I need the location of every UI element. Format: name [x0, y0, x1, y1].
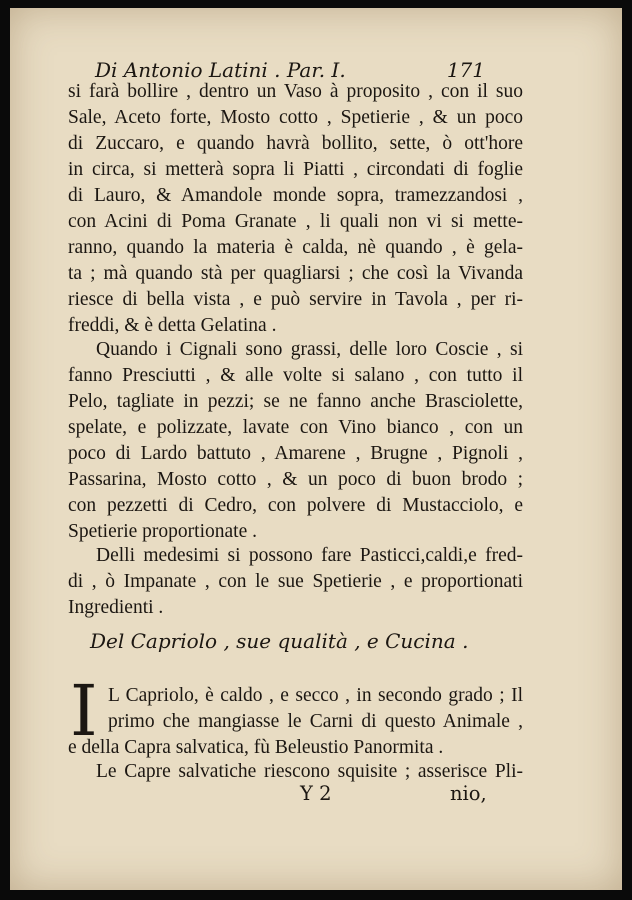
- book-page: [10, 8, 622, 890]
- text-line: Ingredienti .: [68, 597, 164, 618]
- text-line: riesce di bella vista , e può servire in Tavola , per ri-: [68, 289, 523, 310]
- text-line: con pezzetti di Cedro, con polvere di Mustacciolo, e: [68, 495, 523, 516]
- text-line: freddi, & è detta Gelatina .: [68, 315, 277, 336]
- text-line: di Lauro, & Amandole monde sopra, tramezzandosi ,: [68, 185, 523, 206]
- text-line: Spetierie proportionate .: [68, 521, 257, 542]
- running-header: [95, 58, 485, 82]
- section-heading: Del Capriolo , sue qualità , e Cucina .: [90, 629, 469, 653]
- text-line: con Acini di Poma Granate , li quali non vi si mette-: [68, 211, 523, 232]
- text-line: di Zuccaro, e quando havrà bollito, sette, ò ott'hore: [68, 133, 523, 154]
- text-line: Pelo, tagliate in pezzi; se ne fanno anche Brasciolette,: [68, 391, 523, 412]
- text-line: L Capriolo, è caldo , e secco , in secondo grado ; Il: [108, 685, 523, 706]
- running-title: Di Antonio Latini . Par. I.: [95, 58, 346, 82]
- text-line: Sale, Aceto forte, Mosto cotto , Spetierie , & un poco: [68, 107, 523, 128]
- text-line: si farà bollire , dentro un Vaso à proposito , con il suo: [68, 81, 523, 102]
- text-line: primo che mangiasse le Carni di questo Animale ,: [108, 711, 523, 732]
- text-line: in circa, si metterà sopra li Piatti , circondati di foglie: [68, 159, 523, 180]
- text-line: Quando i Cignali sono grassi, delle loro Coscie , si: [96, 339, 523, 360]
- text-line: di , ò Impanate , con le sue Spetierie , e proportionati: [68, 571, 523, 592]
- text-line: Le Capre salvatiche riescono squisite ; asserisce Pli-: [96, 761, 523, 782]
- text-line: fanno Presciutti , & alle volte si salano , con tutto il: [68, 365, 523, 386]
- text-line: spelate, e polizzate, lavate con Vino bianco , con un: [68, 417, 523, 438]
- page-number: 171: [446, 58, 485, 82]
- text-line: e della Capra salvatica, fù Beleustio Panormita .: [68, 737, 444, 758]
- text-line: Passarina, Mosto cotto , & un poco di buon brodo ;: [68, 469, 523, 490]
- text-line: ranno, quando la materia è calda, nè quando , è gela-: [68, 237, 523, 258]
- text-line: Delli medesimi si possono fare Pasticci,caldi,e fred-: [96, 545, 523, 566]
- signature-mark: Y 2: [300, 782, 332, 805]
- drop-cap: I: [70, 670, 98, 752]
- catchword: nio,: [450, 782, 487, 805]
- text-line: ta ; mà quando stà per quagliarsi ; che così la Vivanda: [68, 263, 523, 284]
- text-line: poco di Lardo battuto , Amarene , Brugne , Pignoli ,: [68, 443, 523, 464]
